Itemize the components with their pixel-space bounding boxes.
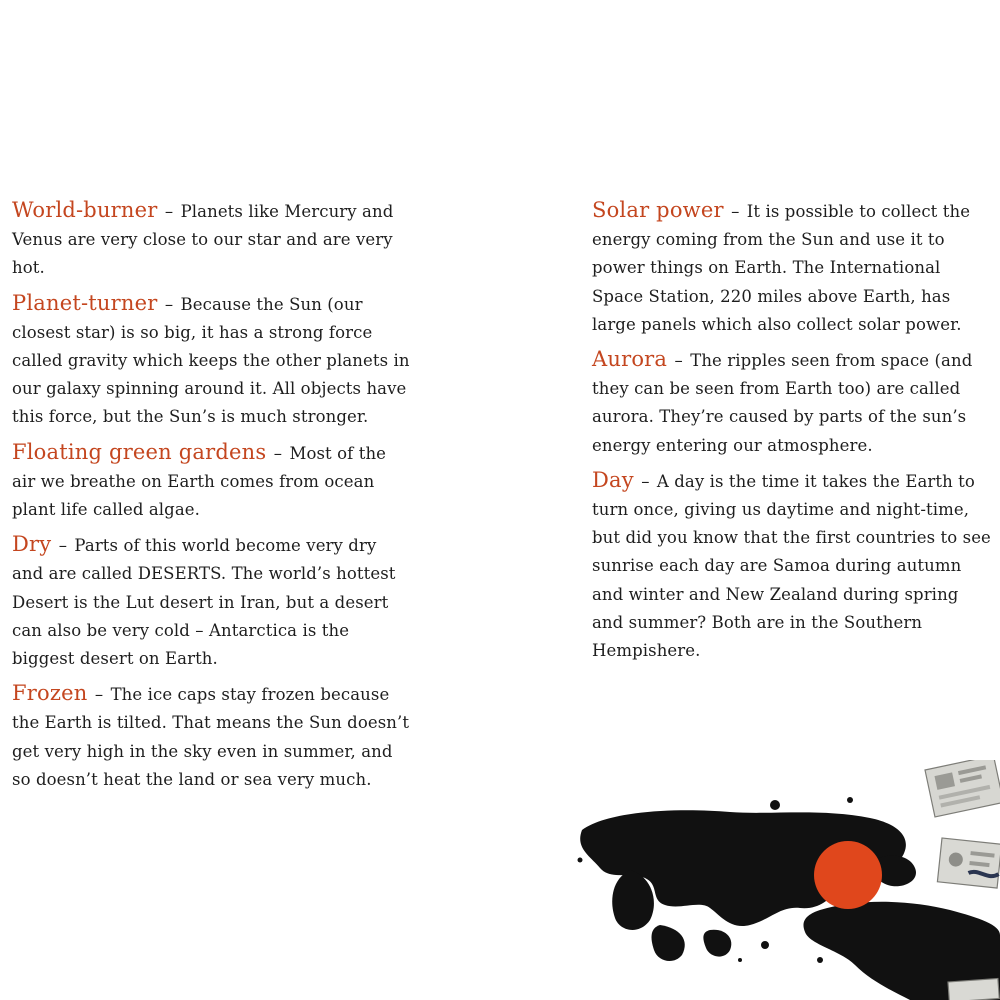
term-separator: –	[164, 202, 174, 221]
term-separator: –	[58, 536, 68, 556]
glossary-entry-floating-green-gardens	[12, 438, 412, 525]
glossary-definition: A day is the time it takes the Earth to turn once, giving us daytime and night-time, but did you know that the first countries to see sunrise each day are Samoa during autumn and winter and New Zealand during spring and summer? Both are in the Southern Hempishere.	[592, 471, 991, 661]
glossary-entry-dry	[12, 530, 412, 673]
ink-blot	[578, 797, 1000, 1000]
glossary-term: Frozen	[12, 681, 88, 706]
glossary-entry-frozen	[12, 679, 412, 794]
glossary-entry-world-burner	[12, 196, 412, 283]
term-separator: –	[641, 471, 650, 491]
glossary-left-column	[12, 196, 412, 800]
glossary-term: Solar power	[592, 198, 724, 222]
glossary-entry-aurora	[592, 345, 992, 460]
glossary-definition: The ripples seen from space (and they can be seen from Earth too) are called aurora. They’re caused by parts of the sun’s energy entering our atmosphere.	[592, 351, 973, 455]
glossary-entry-planet-turner	[12, 289, 412, 432]
glossary-term: Day	[592, 467, 634, 492]
glossary-definition: Planets like Mercury and Venus are very close to our star and are very hot.	[12, 202, 394, 278]
glossary-definition: It is possible to collect the energy coming from the Sun and use it to power things on Earth. The International Space Station, 220 miles above Earth, has large panels which also collect solar power.	[592, 202, 971, 334]
sun-disc	[814, 841, 882, 909]
glossary-term: World-burner	[12, 198, 158, 222]
glossary-right-column	[592, 196, 992, 671]
glossary-entry-day	[592, 466, 992, 665]
glossary-entry-solar-power	[592, 196, 992, 339]
term-separator: –	[674, 351, 683, 371]
term-separator: –	[731, 202, 740, 221]
ink-splash-sun-illustration	[570, 760, 1000, 1000]
term-separator: –	[94, 685, 104, 705]
glossary-term: Aurora	[592, 347, 668, 372]
glossary-term: Floating green gardens	[12, 439, 267, 464]
glossary-definition: Parts of this world become very dry and are called DESERTS. The world’s hottest Desert is the Lut desert in Iran, but a desert can also be very cold – Antarctica is the biggest desert on Earth.	[12, 536, 396, 669]
glossary-term: Dry	[12, 532, 52, 557]
term-separator: –	[273, 443, 283, 463]
glossary-definition: The ice caps stay frozen because the Earth is tilted. That means the Sun doesn’t get very high in the sky even in summer, and so doesn’t heat the land or sea very much.	[12, 685, 410, 789]
glossary-term: Planet-turner	[12, 290, 158, 315]
glossary-definition: Because the Sun (our closest star) is so big, it has a strong force called gravity which keeps the other planets in our galaxy spinning around it. All objects have this force, but the Sun’s is much stronger.	[12, 294, 410, 427]
term-separator: –	[164, 294, 174, 314]
glossary-definition: Most of the air we breathe on Earth comes from ocean plant life called algae.	[12, 443, 387, 520]
